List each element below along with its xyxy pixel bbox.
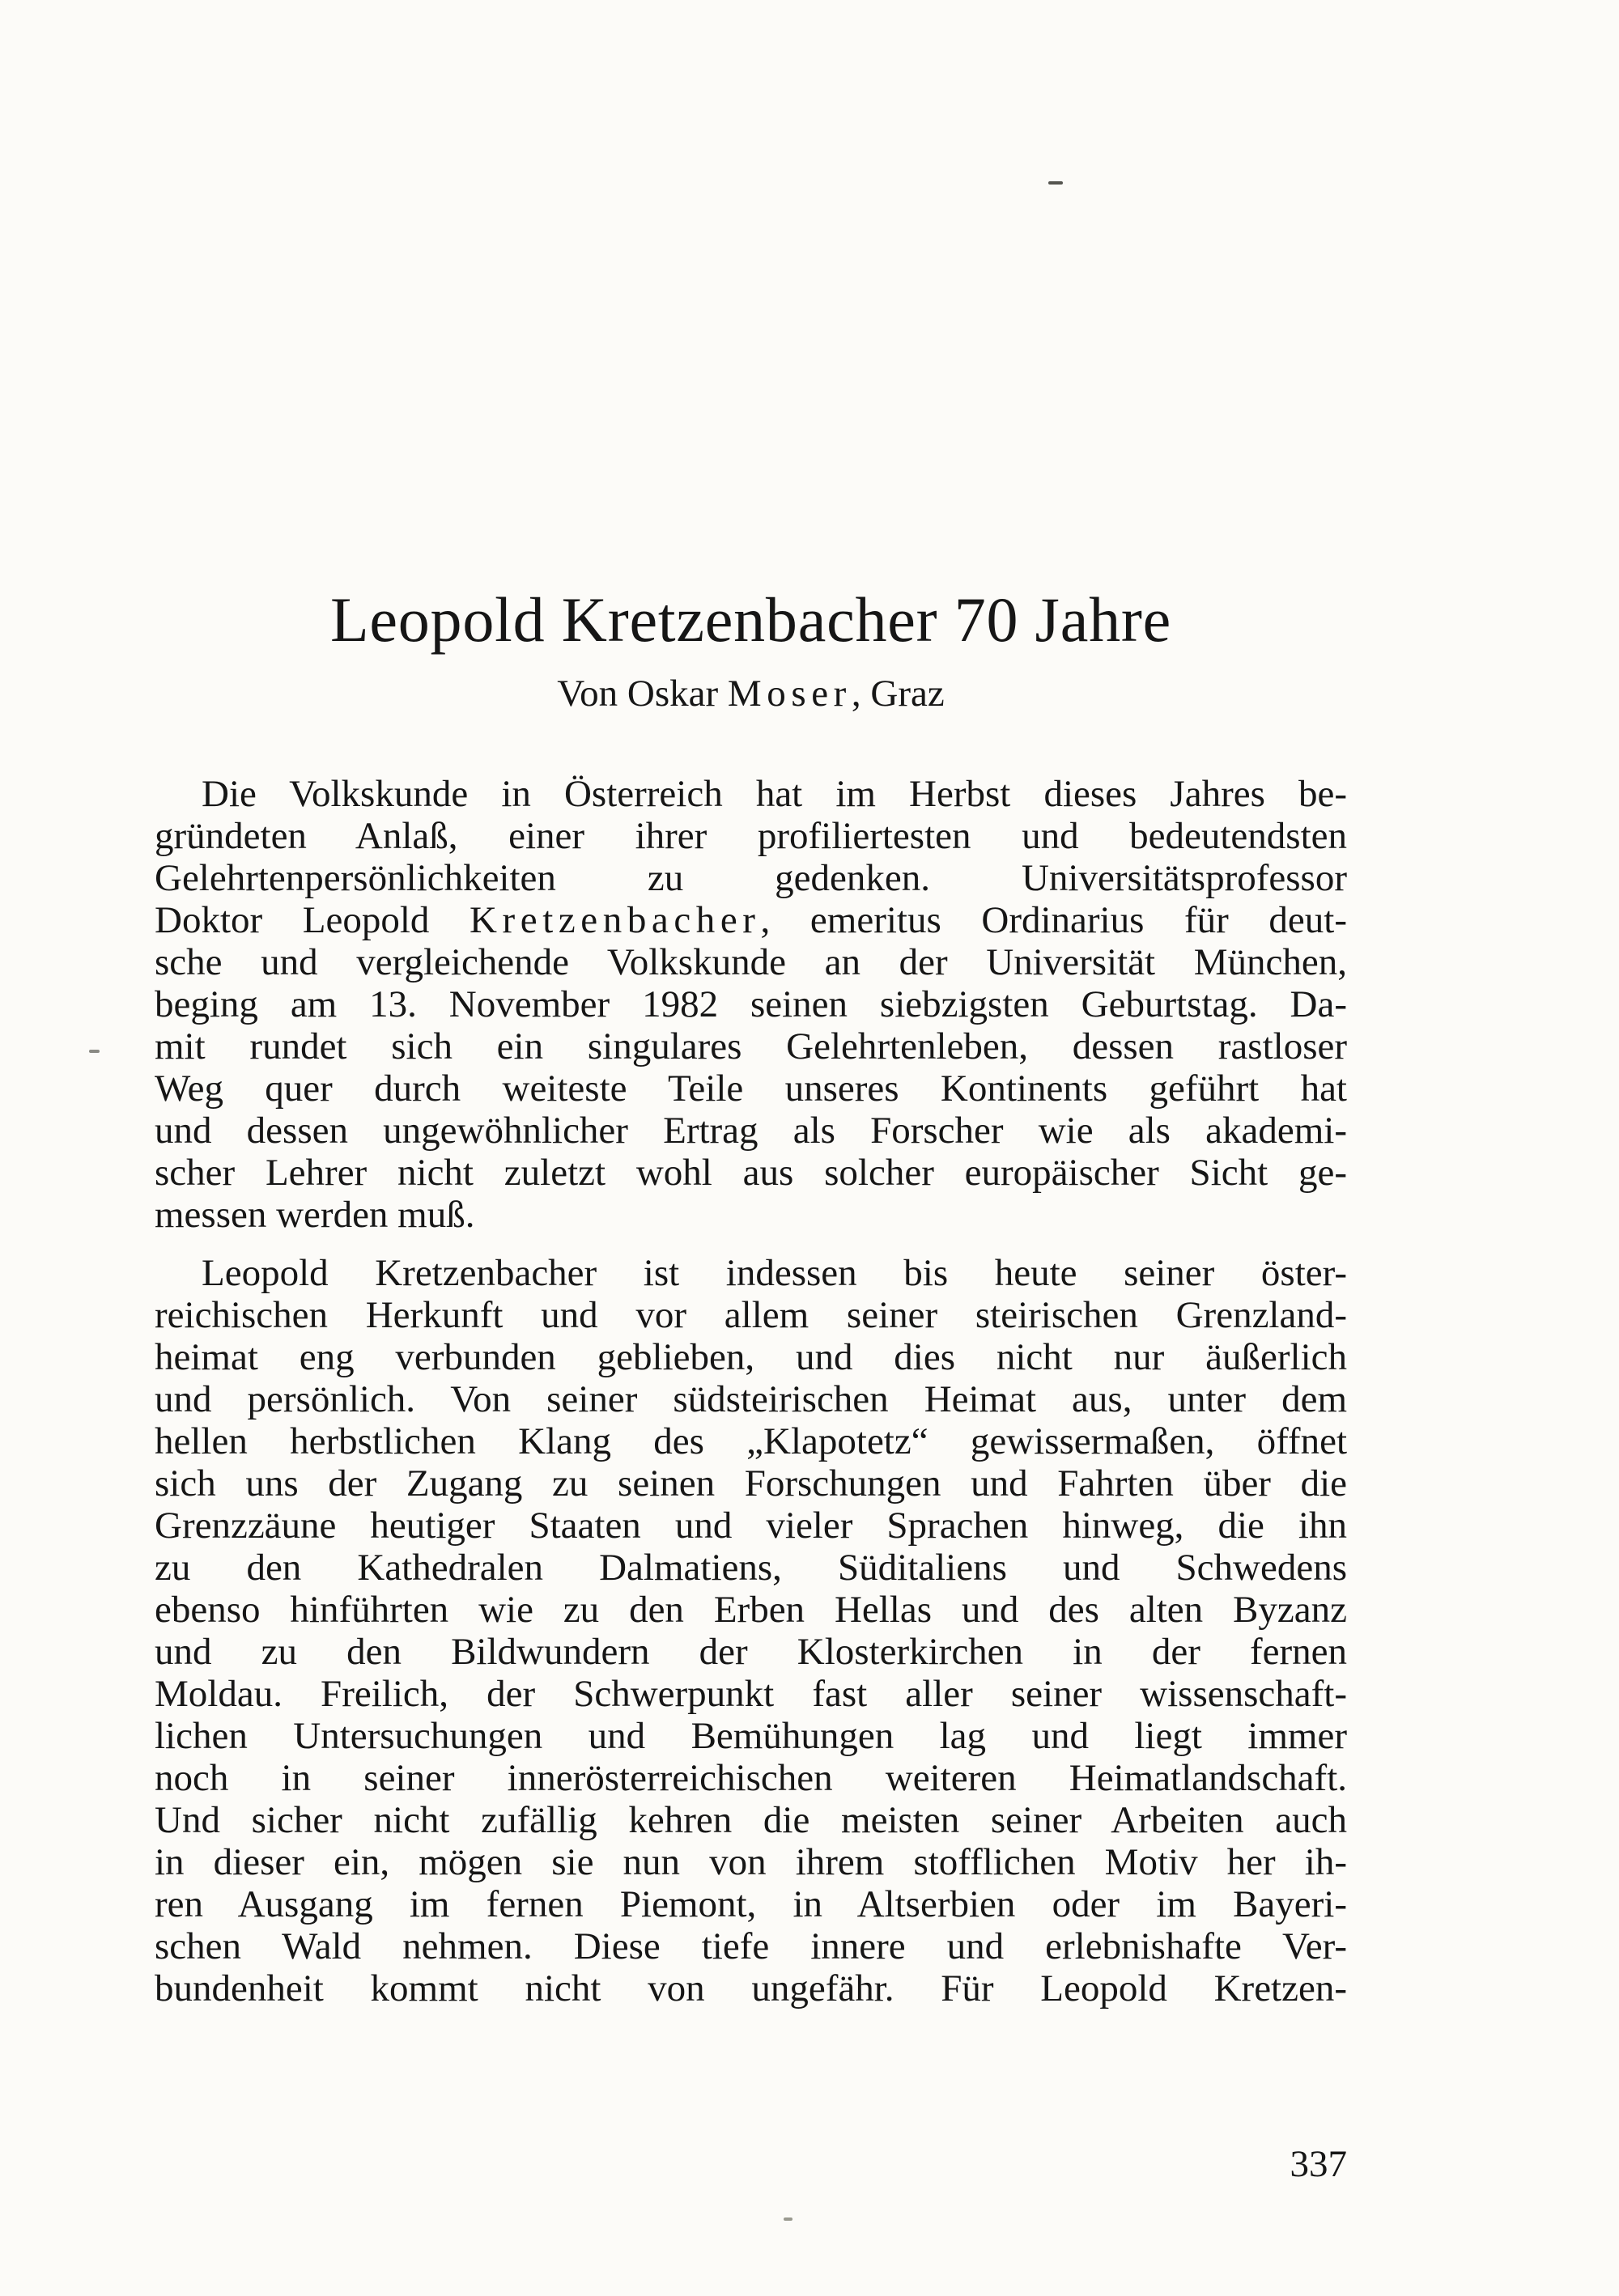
text-line: lichen Untersuchungen und Bemühungen lag und liegt immer [155,1715,1347,1757]
text-line: Grenzzäune heutiger Staaten und vieler Sprachen hinweg, die ihn [155,1504,1347,1547]
text-line: zu den Kathedralen Dalmatiens, Süditaliens und Schwedens [155,1547,1347,1589]
text-line: in dieser ein, mögen sie nun von ihrem stofflichen Motiv her ih- [155,1841,1347,1883]
text-segment: , emeritus Ordinarius für deut- [760,899,1347,941]
text-block [155,585,1347,2010]
text-line: beging am 13. November 1982 seinen siebzigsten Geburtstag. Da- [155,983,1347,1025]
text-segment: Doktor Leopold [155,899,470,941]
page-title: Leopold Kretzenbacher 70 Jahre [329,584,1172,655]
text-line: sich uns der Zugang zu seinen Forschungen und Fahrten über die [155,1462,1347,1504]
text-line: Und sicher nicht zufällig kehren die meisten seiner Arbeiten auch [155,1799,1347,1841]
text-line: gründeten Anlaß, einer ihrer profiliertesten und bedeutendsten [155,815,1347,857]
text-line: Leopold Kretzenbacher ist indessen bis heute seiner öster- [202,1252,1347,1294]
text-line: Moldau. Freilich, der Schwerpunkt fast aller seiner wissenschaft- [155,1673,1347,1715]
paragraph-2 [155,1252,1347,2010]
byline [155,673,1347,715]
text-line: scher Lehrer nicht zuletzt wohl aus solcher europäischer Sicht ge- [155,1152,1347,1194]
byline-author-name: Moser [727,673,852,715]
text-line: mit rundet sich ein singulares Gelehrtenleben, dessen rastloser [155,1025,1347,1067]
text-line: reichischen Herkunft und vor allem seiner steirischen Grenzland- [155,1294,1347,1336]
text-line: noch in seiner innerösterreichischen weiteren Heimatlandschaft. [155,1757,1347,1799]
spaced-name: Kretzenbacher [470,899,761,941]
paragraph-1 [155,773,1347,1236]
text-line: ren Ausgang im fernen Piemont, in Altserbien oder im Bayeri- [155,1883,1347,1925]
text-line: Weg quer durch weiteste Teile unseres Kontinents geführt hat [155,1067,1347,1110]
text-line: hellen herbstlichen Klang des „Klapotetz“ gewissermaßen, öffnet [155,1420,1347,1462]
text-line: Die Volkskunde in Österreich hat im Herbst dieses Jahres be- [202,773,1347,815]
text-line: und dessen ungewöhnlicher Ertrag als Forscher wie als akademi- [155,1110,1347,1152]
text-line: messen werden muß. [155,1194,475,1236]
text-line: und persönlich. Von seiner südsteirischen Heimat aus, unter dem [155,1378,1347,1420]
text-line [155,899,1347,941]
byline-pre: Von Oskar [557,673,728,715]
scan-mark-margin [89,1050,100,1053]
byline-post: , Graz [851,673,945,715]
scan-mark-bottom [784,2217,793,2221]
text-line: sche und vergleichende Volkskunde an der Universität München, [155,941,1347,983]
text-line: bundenheit kommt nicht von ungefähr. Für Leopold Kretzen- [155,1967,1347,2010]
text-line: schen Wald nehmen. Diese tiefe innere und erlebnishafte Ver- [155,1925,1347,1967]
text-line: heimat eng verbunden geblieben, und dies nicht nur äußerlich [155,1336,1347,1378]
text-line: Gelehrtenpersönlichkeiten zu gedenken. Universitätsprofessor [155,857,1347,899]
text-line: ebenso hinführten wie zu den Erben Hellas und des alten Byzanz [155,1589,1347,1631]
text-line: und zu den Bildwundern der Klosterkirchen in der fernen [155,1631,1347,1673]
scan-mark-top [1048,181,1063,185]
page-number: 337 [1290,2143,1347,2185]
